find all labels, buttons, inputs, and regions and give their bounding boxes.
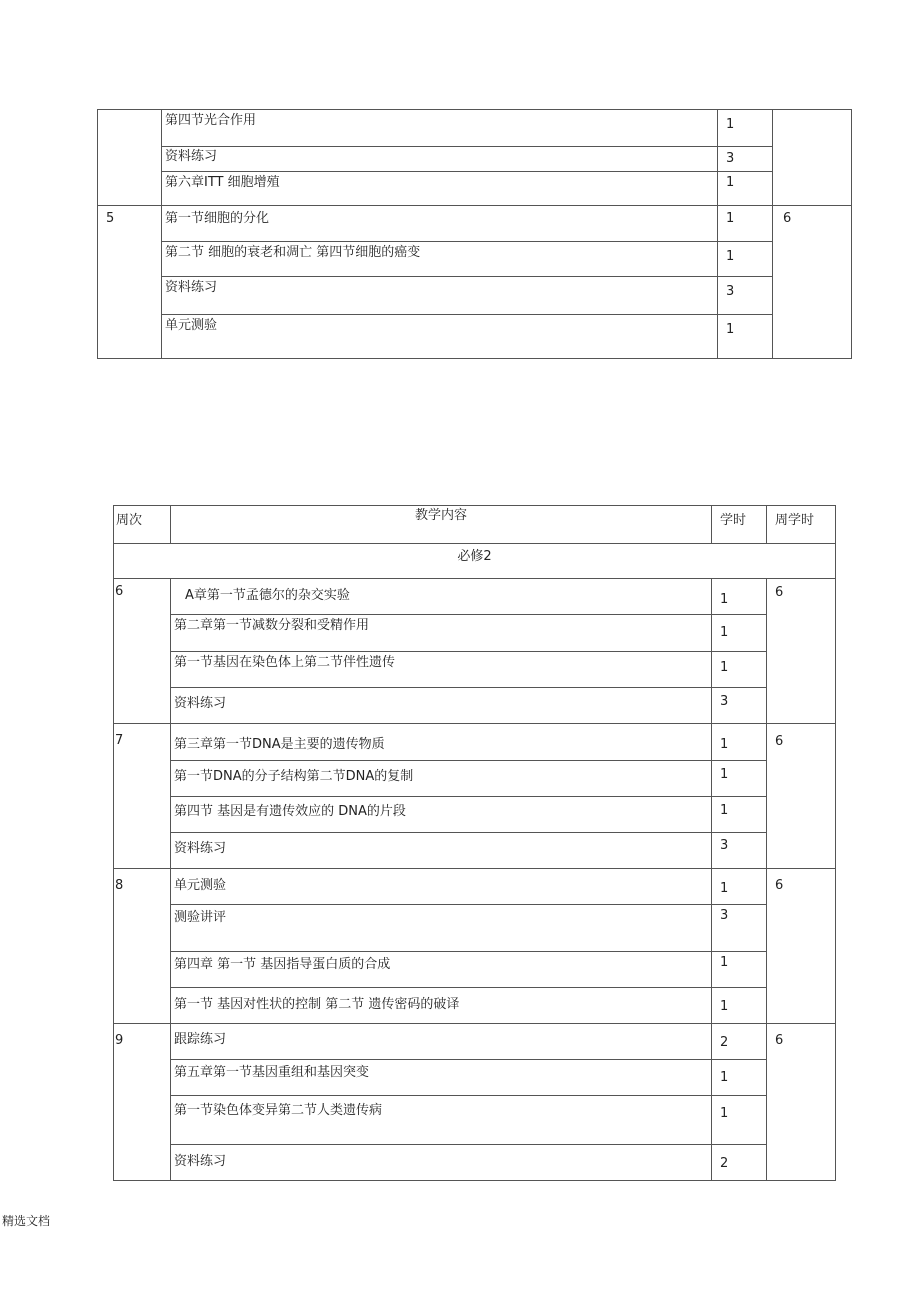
weekly-hours-cell: [773, 110, 852, 206]
content-cell: 第一节细胞的分化: [162, 206, 718, 242]
header-weekly-hours: 周学时: [767, 506, 836, 544]
weekly-hours-cell: 6: [767, 1024, 836, 1181]
header-hours: 学时: [712, 506, 767, 544]
section-title: 必修2: [114, 544, 836, 579]
content-cell: 资料练习: [171, 688, 712, 724]
week-cell: 9: [114, 1024, 171, 1181]
hours-cell: 1: [712, 869, 767, 905]
hours-cell: 3: [712, 688, 767, 724]
hours-cell: 1: [718, 172, 773, 206]
content-cell: 第五章第一节基因重组和基因突变: [171, 1060, 712, 1096]
hours-cell: 2: [712, 1145, 767, 1181]
weekly-hours-cell: 6: [767, 869, 836, 1024]
week-cell: 5: [98, 206, 162, 359]
hours-cell: 1: [712, 988, 767, 1024]
content-cell: 资料练习: [171, 833, 712, 869]
hours-cell: 3: [718, 277, 773, 315]
hours-cell: 3: [712, 833, 767, 869]
hours-cell: 1: [712, 652, 767, 688]
weekly-hours-cell: 6: [767, 724, 836, 869]
content-cell: 测验讲评: [171, 905, 712, 952]
header-week: 周次: [114, 506, 171, 544]
week-cell: 7: [114, 724, 171, 869]
hours-cell: 1: [718, 110, 773, 147]
weekly-hours-cell: 6: [767, 579, 836, 724]
content-cell: 资料练习: [162, 277, 718, 315]
week-cell: 6: [114, 579, 171, 724]
hours-cell: 1: [712, 579, 767, 615]
hours-cell: 1: [712, 761, 767, 797]
hours-cell: 1: [712, 615, 767, 652]
content-cell: 第三章第一节DNA是主要的遗传物质: [171, 724, 712, 761]
content-cell: 单元测验: [171, 869, 712, 905]
week-cell: 8: [114, 869, 171, 1024]
hours-cell: 1: [712, 1096, 767, 1145]
hours-cell: 3: [712, 905, 767, 952]
hours-cell: 1: [718, 206, 773, 242]
content-cell: 第一节 基因对性状的控制 第二节 遗传密码的破译: [171, 988, 712, 1024]
content-cell: 第六章ITT 细胞增殖: [162, 172, 718, 206]
hours-cell: 1: [718, 242, 773, 277]
weekly-hours-cell: 6: [773, 206, 852, 359]
hours-cell: 1: [718, 315, 773, 359]
content-cell: 第四节光合作用: [162, 110, 718, 147]
hours-cell: 3: [718, 147, 773, 172]
header-content: 教学内容: [171, 506, 712, 544]
content-cell: 第四节 基因是有遗传效应的 DNA的片段: [171, 797, 712, 833]
content-cell: 资料练习: [162, 147, 718, 172]
content-cell: 第一节染色体变异第二节人类遗传病: [171, 1096, 712, 1145]
week-cell: [98, 110, 162, 206]
schedule-table-continued: [97, 109, 852, 359]
hours-cell: 1: [712, 797, 767, 833]
footer-label: 精选文档: [2, 1214, 51, 1228]
content-cell: 第一节DNA的分子结构第二节DNA的复制: [171, 761, 712, 797]
hours-cell: 1: [712, 724, 767, 761]
schedule-table-compulsory-2: [113, 505, 836, 1181]
hours-cell: 1: [712, 1060, 767, 1096]
content-cell: 资料练习: [171, 1145, 712, 1181]
content-cell: 第二节 细胞的衰老和凋亡 第四节细胞的癌变: [162, 242, 718, 277]
content-cell: 单元测验: [162, 315, 718, 359]
content-cell: 第二章第一节减数分裂和受精作用: [171, 615, 712, 652]
hours-cell: 2: [712, 1024, 767, 1060]
hours-cell: 1: [712, 952, 767, 988]
content-cell: A章第一节孟德尔的杂交实验: [171, 579, 712, 615]
content-cell: 跟踪练习: [171, 1024, 712, 1060]
content-cell: 第一节基因在染色体上第二节伴性遗传: [171, 652, 712, 688]
content-cell: 第四章 第一节 基因指导蛋白质的合成: [171, 952, 712, 988]
